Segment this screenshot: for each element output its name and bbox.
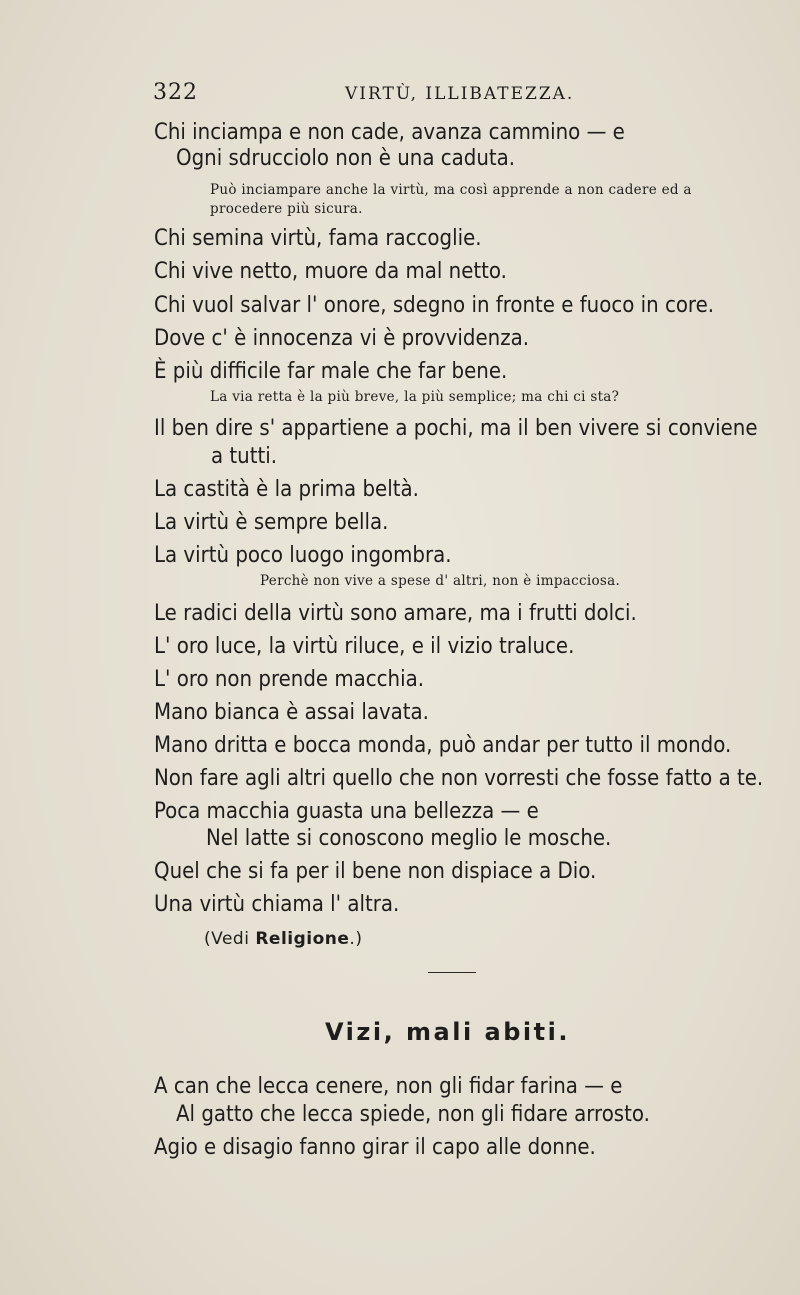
proverb-line: A can che lecca cenere, non gli fidar farina — e [154,1074,623,1099]
proverb-line: Il ben dire s' appartiene a pochi, ma il ben vivere si conviene [154,416,758,441]
proverb-line: Nel latte si conoscono meglio le mosche. [206,826,612,851]
proverb-line: È più difficile far male che far bene. [154,359,508,384]
cross-reference [204,929,362,949]
proverb-line: Chi vuol salvar l' onore, sdegno in fronte e fuoco in core. [154,293,715,318]
proverb-line: L' oro luce, la virtù riluce, e il vizio traluce. [154,634,575,659]
page-number: 322 [153,80,198,105]
proverb-line: Chi semina virtù, fama raccoglie. [154,226,482,251]
footnote-line: Può inciampare anche la virtù, ma così apprende a non cadere ed a [210,182,692,198]
proverb-line: Ogni sdrucciolo non è una caduta. [176,146,516,171]
proverb-line: Al gatto che lecca spiede, non gli fidare arrosto. [176,1102,650,1127]
page-header [150,80,710,110]
proverb-line: La castità è la prima beltà. [154,477,419,502]
proverb-line: La virtù poco luogo ingombra. [154,543,452,568]
section-divider [428,972,476,973]
cross-reference-close: .) [349,929,363,949]
proverb-line: L' oro non prende macchia. [154,667,424,692]
proverb-line: Poca macchia guasta una bellezza — e [154,799,539,824]
proverb-line: Mano dritta e bocca monda, può andar per tutto il mondo. [154,733,732,758]
proverb-line: Chi inciampa e non cade, avanza cammino — e [154,120,625,145]
proverb-line: Agio e disagio fanno girar il capo alle donne. [154,1135,596,1160]
proverb-line: Una virtù chiama l' altra. [154,892,400,917]
cross-reference-topic: Religione [255,929,350,949]
proverb-line: Chi vive netto, muore da mal netto. [154,259,507,284]
section-title: Vizi, mali abiti. [325,1018,570,1046]
proverb-line: a tutti. [211,444,278,469]
running-head: VIRTÙ, ILLIBATEZZA. [345,84,575,104]
footnote-line: Perchè non vive a spese d' altri, non è impacciosa. [260,573,621,589]
proverb-line: Non fare agli altri quello che non vorresti che fosse fatto a te. [154,766,764,791]
footnote-line: procedere più sicura. [210,201,363,217]
proverb-line: Mano bianca è assai lavata. [154,700,429,725]
proverb-line: Dove c' è innocenza vi è provvidenza. [154,326,529,351]
proverb-line: Quel che si fa per il bene non dispiace a Dio. [154,859,597,884]
proverb-line: Le radici della virtù sono amare, ma i frutti dolci. [154,601,637,626]
proverb-line: La virtù è sempre bella. [154,510,389,535]
cross-reference-open: (Vedi [204,929,256,949]
footnote-line: La via retta è la più breve, la più semplice; ma chi ci sta? [210,389,620,405]
